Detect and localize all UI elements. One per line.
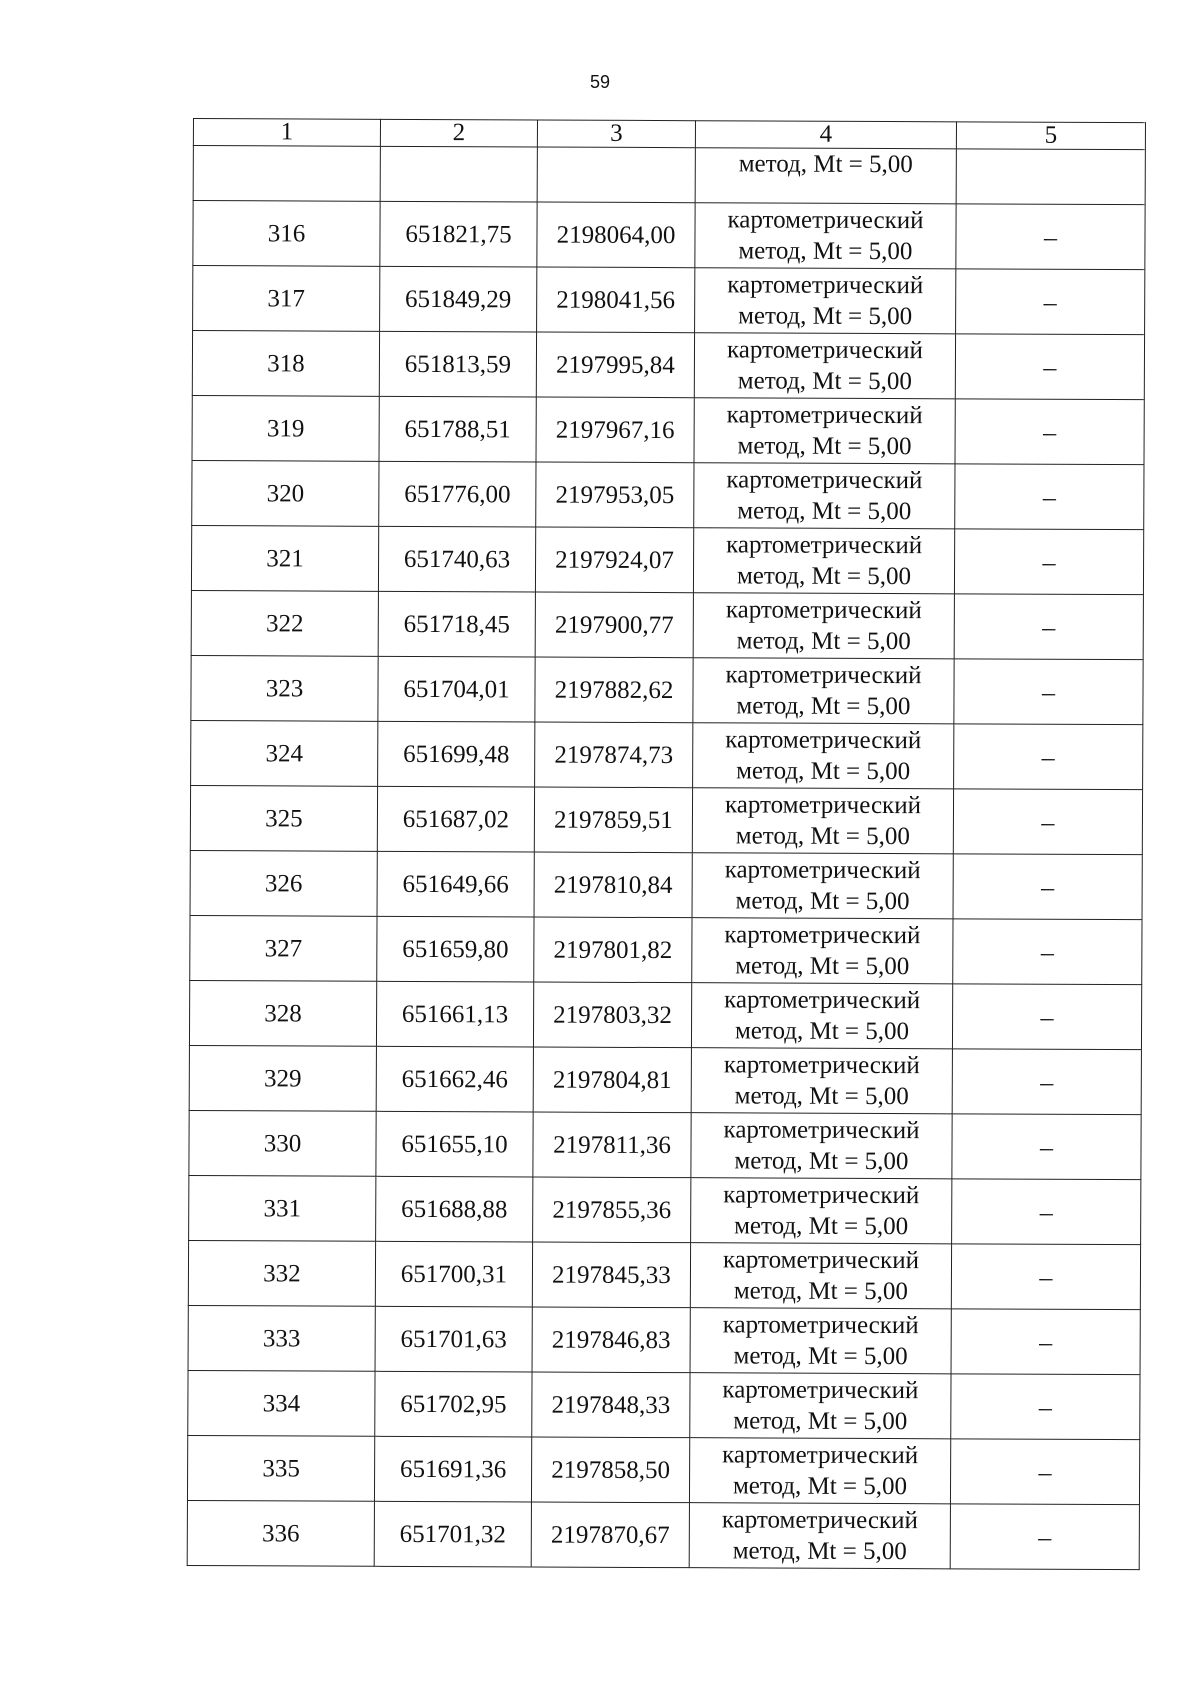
- method-cell: [695, 203, 956, 269]
- table-row: [192, 395, 1144, 464]
- table-row: [187, 1435, 1139, 1504]
- method-line-1: картометрический: [724, 921, 921, 950]
- continuation-cell-5: [956, 149, 1145, 205]
- column-header-3: 3: [537, 120, 695, 148]
- method-line-2: метод, Mt = 5,00: [738, 302, 913, 331]
- table-row: [191, 525, 1143, 594]
- note-cell: –: [955, 399, 1144, 465]
- y-coordinate-cell: 2197870,67: [531, 1502, 689, 1568]
- method-cell: [692, 853, 953, 919]
- note-cell: –: [953, 919, 1142, 985]
- method-line-1: картометрический: [722, 1376, 919, 1405]
- x-coordinate-cell: 651700,31: [375, 1241, 532, 1307]
- table-row: [188, 1240, 1140, 1309]
- y-coordinate-cell: 2197953,05: [536, 462, 694, 528]
- column-header-5: 5: [956, 122, 1145, 150]
- coordinates-table: [187, 118, 1146, 1570]
- method-line-1: картометрический: [722, 1311, 919, 1340]
- x-coordinate-cell: 651687,02: [377, 786, 534, 852]
- point-number-cell: 331: [189, 1175, 376, 1241]
- note-cell: –: [951, 1374, 1140, 1440]
- table-row: [191, 720, 1143, 789]
- x-coordinate-cell: 651821,75: [380, 201, 537, 267]
- table-row: [190, 915, 1142, 984]
- x-coordinate-cell: 651702,95: [375, 1371, 532, 1437]
- point-number-cell: 317: [193, 266, 380, 332]
- y-coordinate-cell: 2197803,32: [533, 982, 691, 1048]
- note-cell: –: [954, 594, 1143, 660]
- method-cell: [691, 1113, 952, 1179]
- method-line-2: метод, Mt = 5,00: [732, 1472, 908, 1501]
- note-cell: –: [955, 464, 1144, 530]
- y-coordinate-cell: 2197846,83: [532, 1307, 690, 1373]
- method-line-2: метод, Mt = 5,00: [737, 497, 912, 526]
- y-coordinate-cell: 2197810,84: [534, 852, 692, 918]
- method-cell: [690, 1373, 951, 1439]
- method-line-2: метод, Mt = 5,00: [736, 757, 911, 786]
- table-row: [191, 590, 1143, 659]
- x-coordinate-cell: 651788,51: [379, 396, 536, 462]
- point-number-cell: 336: [187, 1500, 374, 1566]
- continuation-cell-2: [380, 146, 537, 202]
- method-line-2: метод, Mt = 5,00: [734, 1082, 909, 1111]
- note-cell: –: [954, 724, 1143, 790]
- x-coordinate-cell: 651718,45: [378, 591, 535, 657]
- x-coordinate-cell: 651649,66: [377, 851, 534, 917]
- note-cell: –: [953, 854, 1142, 920]
- method-line-1: картометрический: [727, 206, 924, 235]
- method-line-1: картометрический: [726, 466, 923, 495]
- y-coordinate-cell: 2197967,16: [536, 397, 694, 463]
- method-line-1: картометрический: [726, 336, 924, 365]
- continuation-cell-3: [537, 147, 695, 203]
- point-number-cell: 334: [188, 1370, 375, 1436]
- method-cell: [691, 1178, 952, 1244]
- note-cell: –: [956, 204, 1145, 270]
- note-cell: –: [950, 1504, 1139, 1570]
- y-coordinate-cell: 2197855,36: [533, 1177, 691, 1243]
- table-header-row: [193, 119, 1145, 150]
- method-line-2: метод, Mt = 5,00: [737, 432, 912, 461]
- method-line-2: метод, Mt = 5,00: [732, 1537, 907, 1566]
- method-line-2: метод, Mt = 5,00: [734, 1212, 909, 1241]
- point-number-cell: 323: [191, 655, 378, 721]
- method-line-2: метод, Mt = 5,00: [734, 1147, 909, 1176]
- table-row: [189, 1045, 1141, 1114]
- method-line-1: картометрический: [726, 531, 923, 560]
- method-line-2: метод, Mt = 5,00: [736, 562, 912, 591]
- table-row: [191, 655, 1143, 724]
- method-line-2: метод, Mt = 5,00: [736, 692, 911, 721]
- note-cell: –: [955, 334, 1144, 400]
- method-line-2: метод, Mt = 5,00: [735, 952, 910, 981]
- x-coordinate-cell: 651776,00: [379, 461, 536, 527]
- note-cell: –: [952, 1114, 1141, 1180]
- x-coordinate-cell: 651813,59: [379, 331, 536, 397]
- point-number-cell: 327: [190, 915, 377, 981]
- table-row: [187, 1500, 1139, 1569]
- method-line-2: метод, Mt = 5,00: [733, 1407, 908, 1436]
- y-coordinate-cell: 2198041,56: [537, 267, 695, 333]
- note-cell: –: [953, 789, 1142, 855]
- table-row: [193, 201, 1145, 270]
- method-line-2: метод, Mt = 5,00: [737, 367, 912, 396]
- table-row: [190, 785, 1142, 854]
- method-line-1: картометрический: [723, 1181, 920, 1210]
- method-line-1: картометрический: [722, 1441, 919, 1470]
- table-row: [190, 850, 1142, 919]
- y-coordinate-cell: 2197882,62: [535, 657, 693, 723]
- method-cell: [693, 593, 954, 659]
- y-coordinate-cell: 2197858,50: [531, 1437, 689, 1503]
- y-coordinate-cell: 2198064,00: [537, 202, 695, 268]
- point-number-cell: 335: [187, 1435, 374, 1501]
- y-coordinate-cell: 2197848,33: [532, 1372, 690, 1438]
- x-coordinate-cell: 651740,63: [378, 526, 535, 592]
- y-coordinate-cell: 2197845,33: [532, 1242, 690, 1308]
- point-number-cell: 332: [188, 1240, 375, 1306]
- x-coordinate-cell: 651655,10: [376, 1111, 533, 1177]
- note-cell: –: [952, 1049, 1141, 1115]
- column-header-2: 2: [380, 119, 537, 147]
- continuation-row: [193, 146, 1145, 205]
- method-cell: [691, 983, 952, 1049]
- method-cell: [694, 333, 955, 399]
- coordinates-table-container: [187, 118, 1145, 1570]
- method-cell: [689, 1438, 950, 1504]
- column-header-4: 4: [695, 121, 956, 149]
- method-cell: [694, 398, 955, 464]
- point-number-cell: 322: [191, 590, 378, 656]
- point-number-cell: 316: [193, 201, 380, 267]
- point-number-cell: 318: [192, 331, 379, 397]
- table-body: [187, 146, 1145, 1570]
- table-row: [189, 1175, 1141, 1244]
- x-coordinate-cell: 651699,48: [378, 721, 535, 787]
- table-row: [193, 266, 1145, 335]
- page-number: 59: [589, 72, 611, 92]
- method-line-1: картометрический: [727, 271, 924, 300]
- method-line-1: картометрический: [724, 856, 921, 885]
- y-coordinate-cell: 2197995,84: [536, 332, 694, 398]
- x-coordinate-cell: 651704,01: [378, 656, 535, 722]
- x-coordinate-cell: 651659,80: [377, 916, 534, 982]
- point-number-cell: 321: [191, 525, 378, 591]
- y-coordinate-cell: 2197811,36: [533, 1112, 691, 1178]
- y-coordinate-cell: 2197900,77: [535, 592, 693, 658]
- y-coordinate-cell: 2197874,73: [535, 722, 693, 788]
- method-cell: [693, 658, 954, 724]
- y-coordinate-cell: 2197924,07: [535, 527, 693, 593]
- method-cell: [692, 918, 953, 984]
- x-coordinate-cell: 651701,63: [375, 1306, 532, 1372]
- x-coordinate-cell: 651661,13: [376, 981, 533, 1047]
- point-number-cell: 326: [190, 850, 377, 916]
- method-line-1: картометрический: [725, 726, 922, 755]
- point-number-cell: 324: [191, 720, 378, 786]
- method-cell: [691, 1048, 952, 1114]
- point-number-cell: 319: [192, 395, 379, 461]
- table-row: [192, 460, 1144, 529]
- note-cell: –: [951, 1244, 1140, 1310]
- table-row: [192, 331, 1144, 400]
- method-line-1: картометрический: [723, 1116, 920, 1145]
- method-cell: [694, 463, 955, 529]
- point-number-cell: 328: [189, 980, 376, 1046]
- continuation-cell-1: [193, 146, 380, 202]
- method-line-2: метод, Mt = 5,00: [733, 1342, 908, 1371]
- method-cell: [690, 1308, 951, 1374]
- method-cell: [693, 528, 954, 594]
- table-row: [188, 1305, 1140, 1374]
- method-line-2: метод, Mt = 5,00: [736, 627, 911, 656]
- y-coordinate-cell: 2197801,82: [534, 917, 692, 983]
- method-cell: [689, 1503, 950, 1569]
- method-line-1: картометрический: [726, 401, 923, 430]
- method-line-1: картометрический: [725, 661, 922, 690]
- point-number-cell: 330: [189, 1110, 376, 1176]
- method-line-2: метод, Mt = 5,00: [734, 1017, 910, 1046]
- note-cell: –: [956, 269, 1145, 335]
- column-header-1: 1: [193, 119, 380, 147]
- method-line-1: картометрический: [721, 1506, 918, 1535]
- note-cell: –: [950, 1439, 1139, 1505]
- table-row: [189, 980, 1141, 1049]
- method-line-1: картометрический: [725, 596, 922, 625]
- x-coordinate-cell: 651849,29: [380, 266, 537, 332]
- table-row: [189, 1110, 1141, 1179]
- point-number-cell: 320: [192, 460, 379, 526]
- y-coordinate-cell: 2197859,51: [534, 787, 692, 853]
- continuation-method-cell: метод, Mt = 5,00: [695, 148, 956, 204]
- note-cell: –: [952, 984, 1141, 1050]
- table-row: [188, 1370, 1140, 1439]
- x-coordinate-cell: 651701,32: [374, 1501, 531, 1567]
- x-coordinate-cell: 651688,88: [376, 1176, 533, 1242]
- method-cell: [690, 1243, 951, 1309]
- method-cell: [693, 723, 954, 789]
- point-number-cell: 325: [190, 785, 377, 851]
- method-line-1: картометрический: [723, 1051, 920, 1080]
- method-line-1: картометрический: [722, 1246, 920, 1275]
- x-coordinate-cell: 651691,36: [374, 1436, 531, 1502]
- note-cell: –: [954, 529, 1143, 595]
- note-cell: –: [951, 1309, 1140, 1375]
- point-number-cell: 333: [188, 1305, 375, 1371]
- method-line-2: метод, Mt = 5,00: [733, 1277, 908, 1306]
- method-line-2: метод, Mt = 5,00: [738, 237, 913, 266]
- method-line-2: метод, Mt = 5,00: [735, 822, 910, 851]
- x-coordinate-cell: 651662,46: [376, 1046, 533, 1112]
- method-cell: [692, 788, 953, 854]
- point-number-cell: 329: [189, 1045, 376, 1111]
- method-line-1: картометрический: [724, 986, 921, 1015]
- note-cell: –: [952, 1179, 1141, 1245]
- method-cell: [695, 268, 956, 334]
- method-line-2: метод, Mt = 5,00: [735, 887, 910, 916]
- y-coordinate-cell: 2197804,81: [533, 1047, 691, 1113]
- method-line-1: картометрический: [724, 791, 922, 820]
- note-cell: –: [954, 659, 1143, 725]
